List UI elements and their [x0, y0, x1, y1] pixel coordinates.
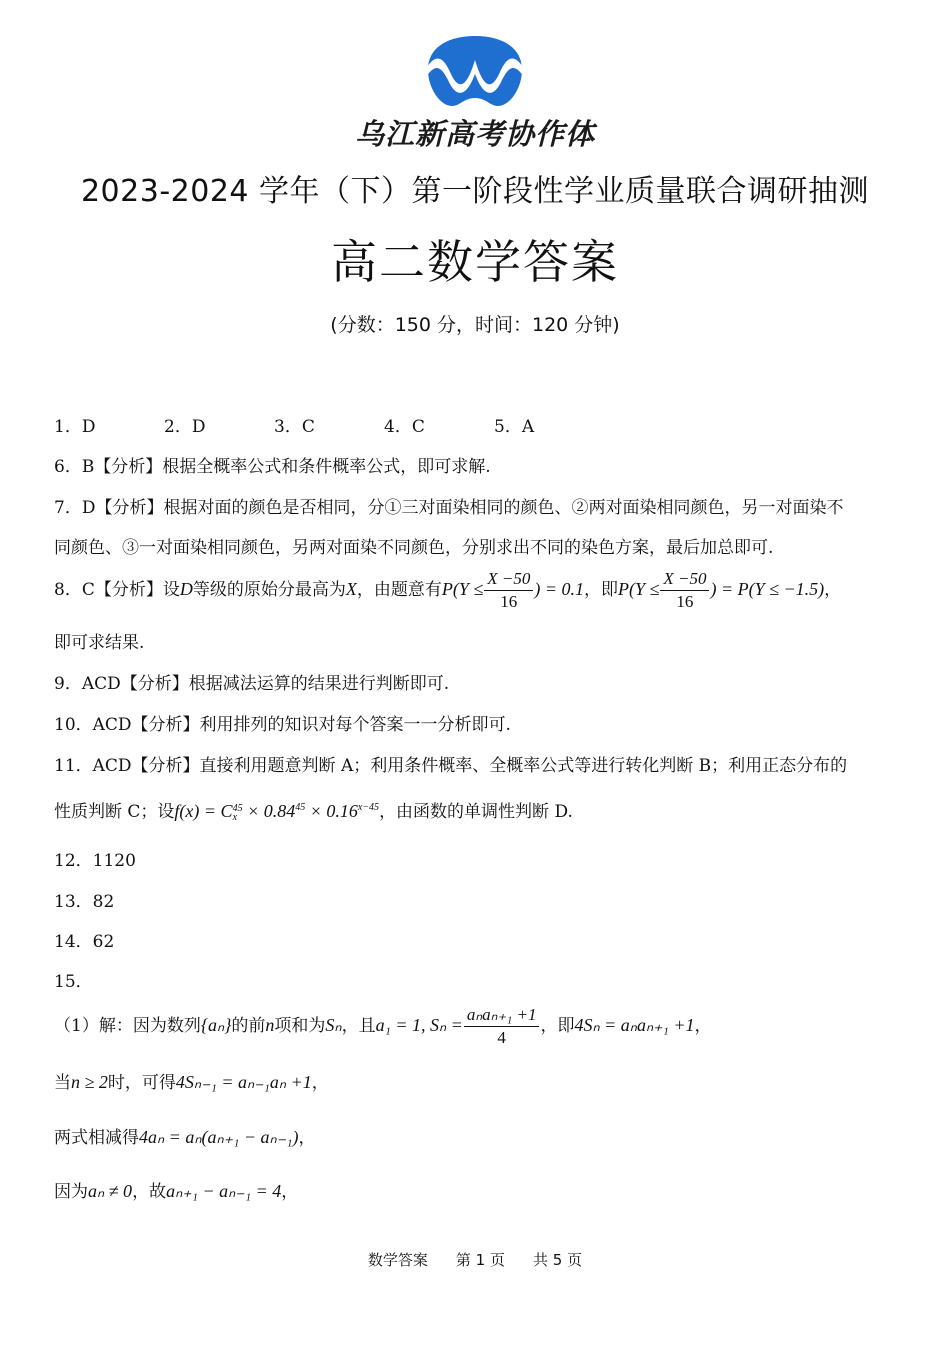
solution-15-line2: 当n ≥ 2时，可得4Sₙ₋₁ = aₙ₋₁aₙ +1， — [54, 1072, 329, 1093]
answer-7-line1: 7．D【分析】根据对面的颜色是否相同，分①三对面染相同的颜色、②两对面染相同颜色，另一对面染不 — [54, 498, 844, 518]
answer-14: 14．62 — [54, 932, 115, 952]
solution-15-line1: （1）解：因为数列{aₙ}的前n项和为Sₙ，且a₁ = 1, Sₙ = $\frac{\text{aₙaₙ₊₁ +1}}{4}$ ，即4Sₙ = aₙaₙ₊₁ +1， — [54, 1005, 712, 1047]
answer-15: 15． — [54, 972, 93, 992]
footer-page: 第 1 页 — [455, 1251, 505, 1269]
answer-12: 12．1120 — [54, 851, 136, 871]
fraction: $\frac{X -50}{16}$ — [484, 568, 533, 613]
answer-13: 13．82 — [54, 892, 115, 912]
answer-4: 4．C — [384, 417, 425, 437]
answer-2: 2．D — [164, 417, 206, 437]
wave-logo-icon — [420, 32, 530, 110]
page-footer — [0, 1249, 950, 1270]
answer-11-line1: 11．ACD【分析】直接利用题意判断 A；利用条件概率、全概率公式等进行转化判断 B；利用正态分布的 — [54, 756, 848, 776]
fraction: $\frac{\text{aₙaₙ₊₁ +1}}{4}$ — [464, 1004, 540, 1049]
answer-3: 3．C — [274, 417, 315, 437]
answer-5: 5．A — [494, 417, 535, 437]
answer-10: 10．ACD【分析】利用排列的知识对每个答案一一分析即可. — [54, 715, 511, 735]
exam-meta: (分数：150 分，时间：120 分钟) — [330, 314, 620, 336]
formula: f(x) = C 45 x × $0.84^{45} \times 0.16^{x-45}$ — [174, 801, 380, 823]
answer-11-line2: 性质判断 C；设f(x) = C 45 x × $0.84^{45} \times 0.16^{x-45}$，由函数的单调性判断 D. — [54, 801, 573, 823]
exam-title: 2023-2024 学年（下）第一阶段性学业质量联合调研抽测 — [80, 174, 870, 209]
answer-9: 9．ACD【分析】根据减法运算的结果进行判断即可. — [54, 674, 450, 694]
footer-total: 共 5 页 — [533, 1251, 583, 1269]
mc-answer-row — [54, 412, 604, 437]
answer-8-line2: 即可求结果. — [54, 633, 145, 653]
answer-7-line2: 同颜色、③一对面染相同颜色，另两对面染不同颜色，分别求出不同的染色方案，最后加总即可. — [54, 538, 774, 558]
fraction: $\frac{X -50}{16}$ — [660, 568, 709, 613]
footer-doc: 数学答案 — [367, 1251, 428, 1269]
solution-15-line3: 两式相减得4aₙ = aₙ(aₙ₊₁ − aₙ₋₁)， — [54, 1127, 316, 1148]
answer-8-line1: 8．C【分析】设D等级的原始分最高为X，由题意有P(Y ≤ $\frac{X -50}{16}$ ) = 0.1，即P(Y ≤ $\frac{X -50}{16}$ ) = P(Y ≤ −1.5)， — [54, 569, 842, 611]
answer-6: 6．B【分析】根据全概率公式和条件概率公式，即可求解. — [54, 457, 491, 477]
publisher-logo — [354, 32, 595, 151]
answer-1: 1．D — [54, 417, 96, 437]
solution-15-line4: 因为aₙ ≠ 0，故aₙ₊₁ − aₙ₋₁ = 4， — [54, 1181, 299, 1202]
subject-title: 高二数学答案 — [331, 235, 619, 289]
publisher-name: 乌江新高考协作体 — [354, 117, 595, 151]
